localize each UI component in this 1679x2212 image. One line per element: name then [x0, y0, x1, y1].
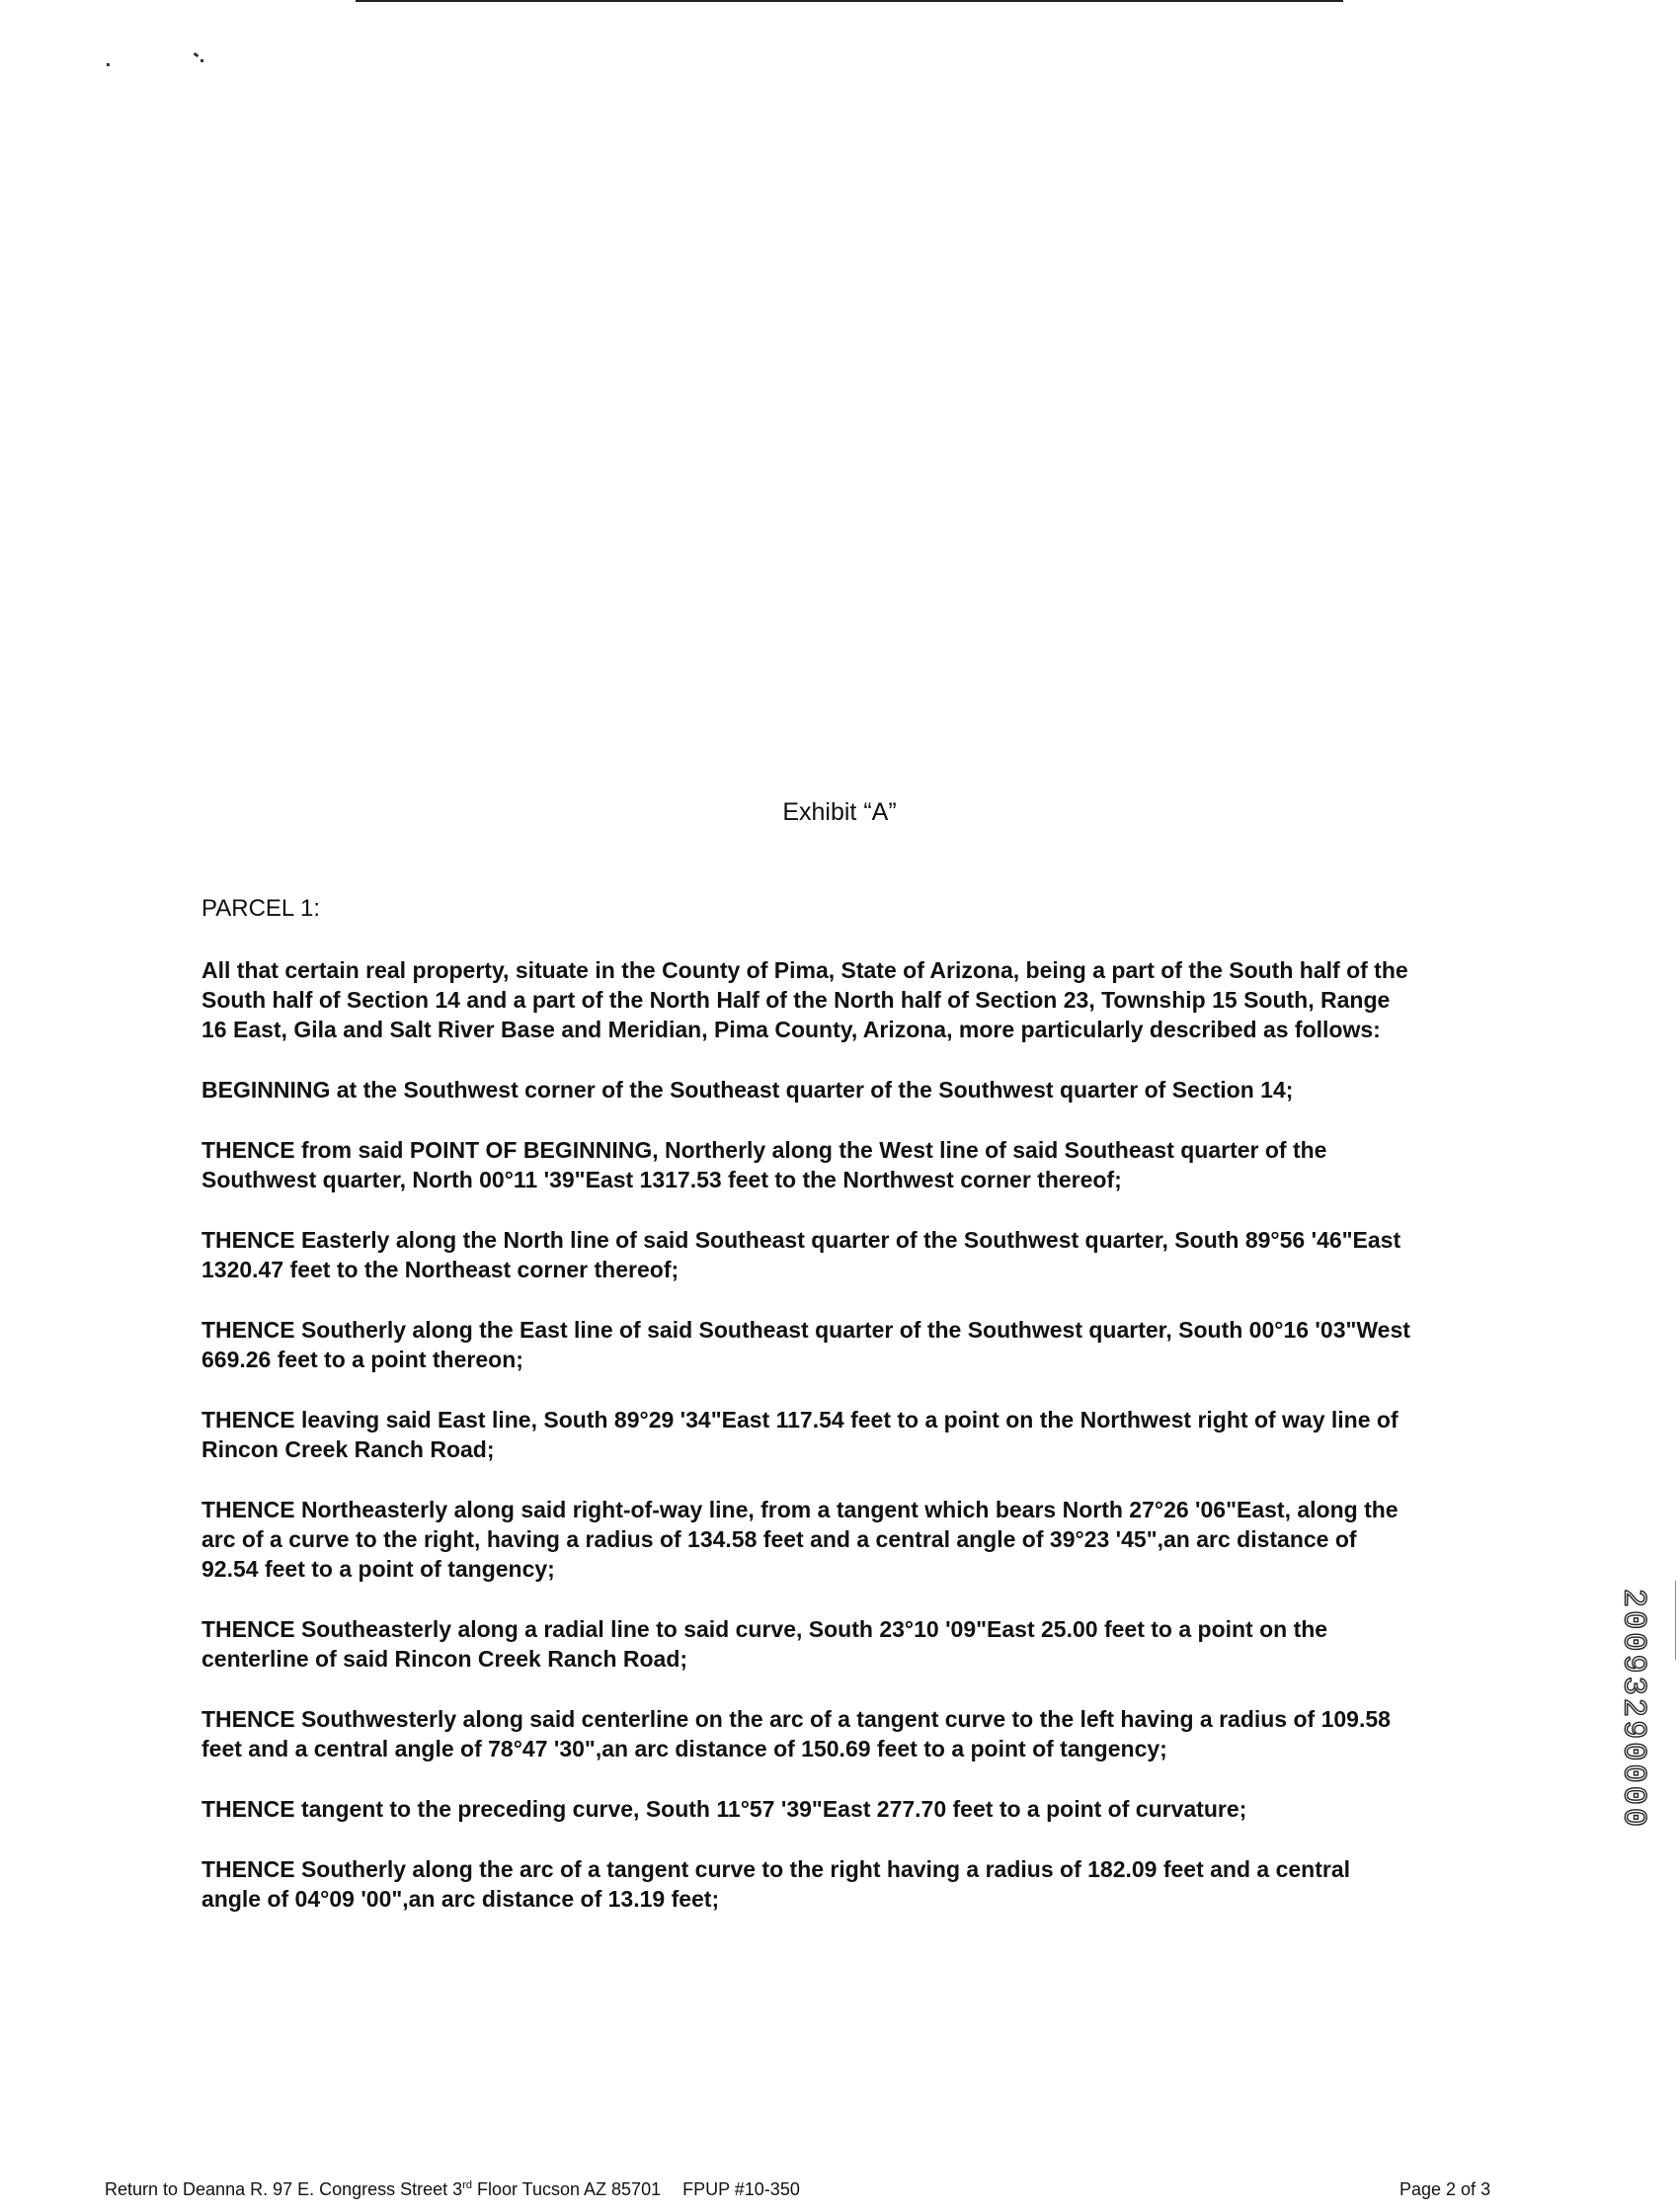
- legal-description: [201, 955, 1525, 1944]
- ordinal-suffix: rd: [462, 2179, 472, 2191]
- scan-speck: [200, 59, 203, 62]
- paragraph-course: THENCE Southerly along the arc of a tangent curve to the right having a radius of 182.09 feet and a central angle of 04°09 '00",an arc distance of 13.19 feet;: [201, 1856, 1351, 1912]
- scan-edge-mark: [1675, 1581, 1679, 1660]
- return-address-text: Return to Deanna R. 97 E. Congress Street 3: [105, 2179, 463, 2199]
- recording-number: 20093290000: [1615, 1588, 1652, 1831]
- footer-return-address: [105, 2179, 800, 2200]
- scan-speck: [107, 63, 110, 66]
- paragraph-course: THENCE from said POINT OF BEGINNING, Northerly along the West line of said Southeast quarter of the Southwest quarter, North 00°11 '39"East 1317.53 feet to the Northwest corner thereof;: [201, 1137, 1327, 1192]
- paragraph-course: THENCE Southeasterly along a radial line to said curve, South 23°10 '09"East 25.00 feet to a point on the centerline of said Rincon Creek Ranch Road;: [201, 1616, 1328, 1672]
- parcel-heading: PARCEL 1:: [201, 895, 321, 922]
- paragraph-course: THENCE Northeasterly along said right-of-way line, from a tangent which bears North 27°26 '06"East, along the arc of a curve to the right, having a radius of 134.58 feet and a central angle of 39°23 '45",an arc distance of 92.54 feet to a point of tangency;: [201, 1497, 1399, 1582]
- page-number: Page 2 of 3: [1399, 2179, 1491, 2199]
- recording-number-stamp: [1614, 1581, 1653, 1838]
- paragraph-course: THENCE tangent to the preceding curve, South 11°57 '39"East 277.70 feet to a point of curvature;: [201, 1796, 1247, 1822]
- paragraph-beginning: BEGINNING at the Southwest corner of the Southeast quarter of the Southwest quarter of Section 14;: [201, 1077, 1294, 1103]
- permit-number: FPUP #10-350: [682, 2179, 800, 2199]
- paragraph-course: THENCE Southerly along the East line of said Southeast quarter of the Southwest quarter, South 00°16 '03"West 669.26 feet to a point thereon;: [201, 1317, 1410, 1372]
- return-address-text-end: Floor Tucson AZ 85701: [471, 2179, 662, 2199]
- paragraph-intro: All that certain real property, situate in the County of Pima, State of Arizona, being a part of the South half of the South half of Section 14 and a part of the North Half of the North half of Section 23, Township 15 South, Range 16 East, Gila and Salt River Base and Meridian, Pima County, Arizona, more particularly described as follows:: [201, 957, 1408, 1042]
- top-border-line: [356, 0, 1343, 2]
- paragraph-course: THENCE Easterly along the North line of said Southeast quarter of the Southwest quarter, South 89°56 '46"East 1320.47 feet to the Northeast corner thereof;: [201, 1227, 1401, 1282]
- exhibit-title: Exhibit “A”: [782, 798, 897, 826]
- paragraph-course: THENCE leaving said East line, South 89°29 '34"East 117.54 feet to a point on the Northwest right of way line of Rincon Creek Ranch Road;: [201, 1407, 1399, 1462]
- scan-speck: [194, 52, 200, 57]
- paragraph-course: THENCE Southwesterly along said centerline on the arc of a tangent curve to the left having a radius of 109.58 feet and a central angle of 78°47 '30",an arc distance of 150.69 feet to a point of tangency;: [201, 1706, 1391, 1761]
